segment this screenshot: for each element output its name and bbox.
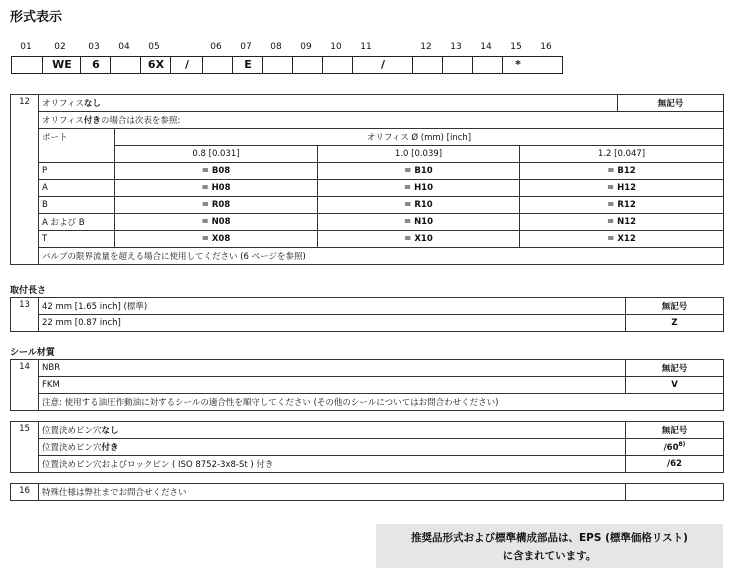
table-row (11, 377, 724, 394)
option-text: 42 mm [1.65 inch] (標準) (39, 298, 626, 315)
table-row (11, 456, 724, 473)
option-bold: 付き (101, 443, 119, 453)
position-number: 07 (240, 42, 252, 52)
position-number: 02 (54, 42, 66, 52)
orifice-with-label: オリフィス (42, 116, 84, 126)
option-text: 位置決めピン穴およびロックピン ( ISO 8752-3x8-St ) 付き (39, 456, 626, 473)
section-label-seal: シール材質 (10, 348, 55, 358)
table-row (11, 163, 724, 180)
code-value: 無記号 (626, 360, 724, 377)
orifice-code: = B12 (520, 163, 724, 180)
option-label: 位置決めピン穴 (42, 426, 102, 436)
position-number: 04 (118, 42, 130, 52)
orifice-none-bold: なし (83, 99, 101, 109)
size-header: 1.0 [0.039] (318, 146, 520, 163)
footnote-ref: 8) (678, 441, 686, 449)
page-title: 形式表示 (10, 10, 63, 25)
port-label: T (39, 231, 115, 248)
code-text: /60 (663, 442, 679, 453)
port-label: A (39, 180, 115, 197)
code-cell: * (502, 57, 533, 73)
option-text (39, 422, 626, 439)
code-value: Z (626, 315, 724, 332)
orifice-with-row (39, 112, 724, 129)
table-row (11, 315, 724, 332)
table-row (11, 439, 724, 456)
position-number: 01 (20, 42, 32, 52)
section-number: 12 (11, 95, 39, 265)
code-cell (442, 57, 473, 73)
size-header: 1.2 [0.047] (520, 146, 724, 163)
option-label: 位置決めピン穴 (42, 443, 102, 453)
seal-material-table (10, 359, 724, 411)
orifice-code: = X10 (318, 231, 520, 248)
orifice-with-bold: 付き (83, 116, 101, 126)
orifice-code: = H08 (115, 180, 318, 197)
orifice-code: = R10 (318, 197, 520, 214)
code-cell (472, 57, 503, 73)
orifice-code: = H10 (318, 180, 520, 197)
table-row (11, 484, 724, 501)
code-cell (110, 57, 141, 73)
code-cell: / (170, 57, 203, 73)
eps-notice (376, 524, 723, 568)
orifice-code: = X12 (520, 231, 724, 248)
table-row (11, 180, 724, 197)
orifice-code: = X08 (115, 231, 318, 248)
position-number: 15 (510, 42, 522, 52)
position-number: 03 (88, 42, 100, 52)
orifice-header: オリフィス Ø (mm) [inch] (115, 129, 724, 146)
position-numbers (11, 42, 563, 54)
size-header: 0.8 [0.031] (115, 146, 318, 163)
code-value: 無記号 (626, 422, 724, 439)
type-code-strip (11, 56, 563, 74)
orifice-table (10, 94, 724, 265)
port-label: B (39, 197, 115, 214)
orifice-code: = N12 (520, 214, 724, 231)
code-cell: E (232, 57, 263, 73)
orifice-code: = H12 (520, 180, 724, 197)
orifice-none-row (39, 95, 618, 112)
mounting-length-table (10, 297, 724, 332)
position-number: 06 (210, 42, 222, 52)
code-cell (12, 57, 42, 73)
port-header: ポート (39, 129, 115, 163)
section-number: 13 (11, 298, 39, 332)
position-number: 11 (360, 42, 372, 52)
code-cell (322, 57, 353, 73)
orifice-code: = N08 (115, 214, 318, 231)
position-number: 10 (330, 42, 342, 52)
orifice-code: = B10 (318, 163, 520, 180)
code-value: 無記号 (618, 95, 724, 112)
option-text: 特殊仕様は弊社までお問合せください (39, 484, 626, 501)
orifice-with-post: の場合は次表を参照: (100, 116, 181, 126)
orifice-code: = N10 (318, 214, 520, 231)
orifice-code: = R12 (520, 197, 724, 214)
orifice-code: = R08 (115, 197, 318, 214)
eps-notice-line1: 推奨品形式および標準構成部品は、EPS (標準価格リスト) (411, 532, 688, 544)
code-cell (262, 57, 293, 73)
code-value: /62 (626, 456, 724, 473)
code-cell: / (352, 57, 413, 73)
position-number: 13 (450, 42, 462, 52)
position-number: 05 (148, 42, 160, 52)
table-row (11, 360, 724, 377)
locating-pin-table (10, 421, 724, 473)
orifice-none-label: オリフィス (42, 99, 84, 109)
position-number: 16 (540, 42, 552, 52)
port-label: A および B (39, 214, 115, 231)
code-value (626, 484, 724, 501)
orifice-code: = B08 (115, 163, 318, 180)
position-number: 09 (300, 42, 312, 52)
position-number: 08 (270, 42, 282, 52)
table-row (11, 197, 724, 214)
code-value (626, 439, 724, 456)
code-cell: WE (42, 57, 81, 73)
section-number: 14 (11, 360, 39, 411)
code-cell (412, 57, 443, 73)
eps-notice-line2: に含まれています。 (502, 550, 597, 562)
table-row (11, 214, 724, 231)
section-number: 16 (11, 484, 39, 501)
code-value: V (626, 377, 724, 394)
option-text (39, 439, 626, 456)
position-number: 14 (480, 42, 492, 52)
special-spec-table (10, 483, 724, 501)
position-number: 12 (420, 42, 432, 52)
code-value: 無記号 (626, 298, 724, 315)
option-bold: なし (101, 426, 119, 436)
table-row (11, 422, 724, 439)
code-cell: 6X (140, 57, 171, 73)
orifice-note: バルブの限界流量を超える場合に使用してください (6 ページを参照) (39, 248, 724, 265)
option-text: NBR (39, 360, 626, 377)
section-number: 15 (11, 422, 39, 473)
table-row (11, 298, 724, 315)
section-label-mounting: 取付長さ (10, 286, 47, 296)
code-cell (202, 57, 233, 73)
table-row (11, 231, 724, 248)
code-cell (292, 57, 323, 73)
option-text: FKM (39, 377, 626, 394)
option-text: 22 mm [0.87 inch] (39, 315, 626, 332)
port-label: P (39, 163, 115, 180)
seal-note: 注意: 使用する油圧作動油に対するシールの適合性を順守してください (その他のシールについてはお問合わせください) (39, 394, 724, 411)
code-cell: 6 (80, 57, 111, 73)
